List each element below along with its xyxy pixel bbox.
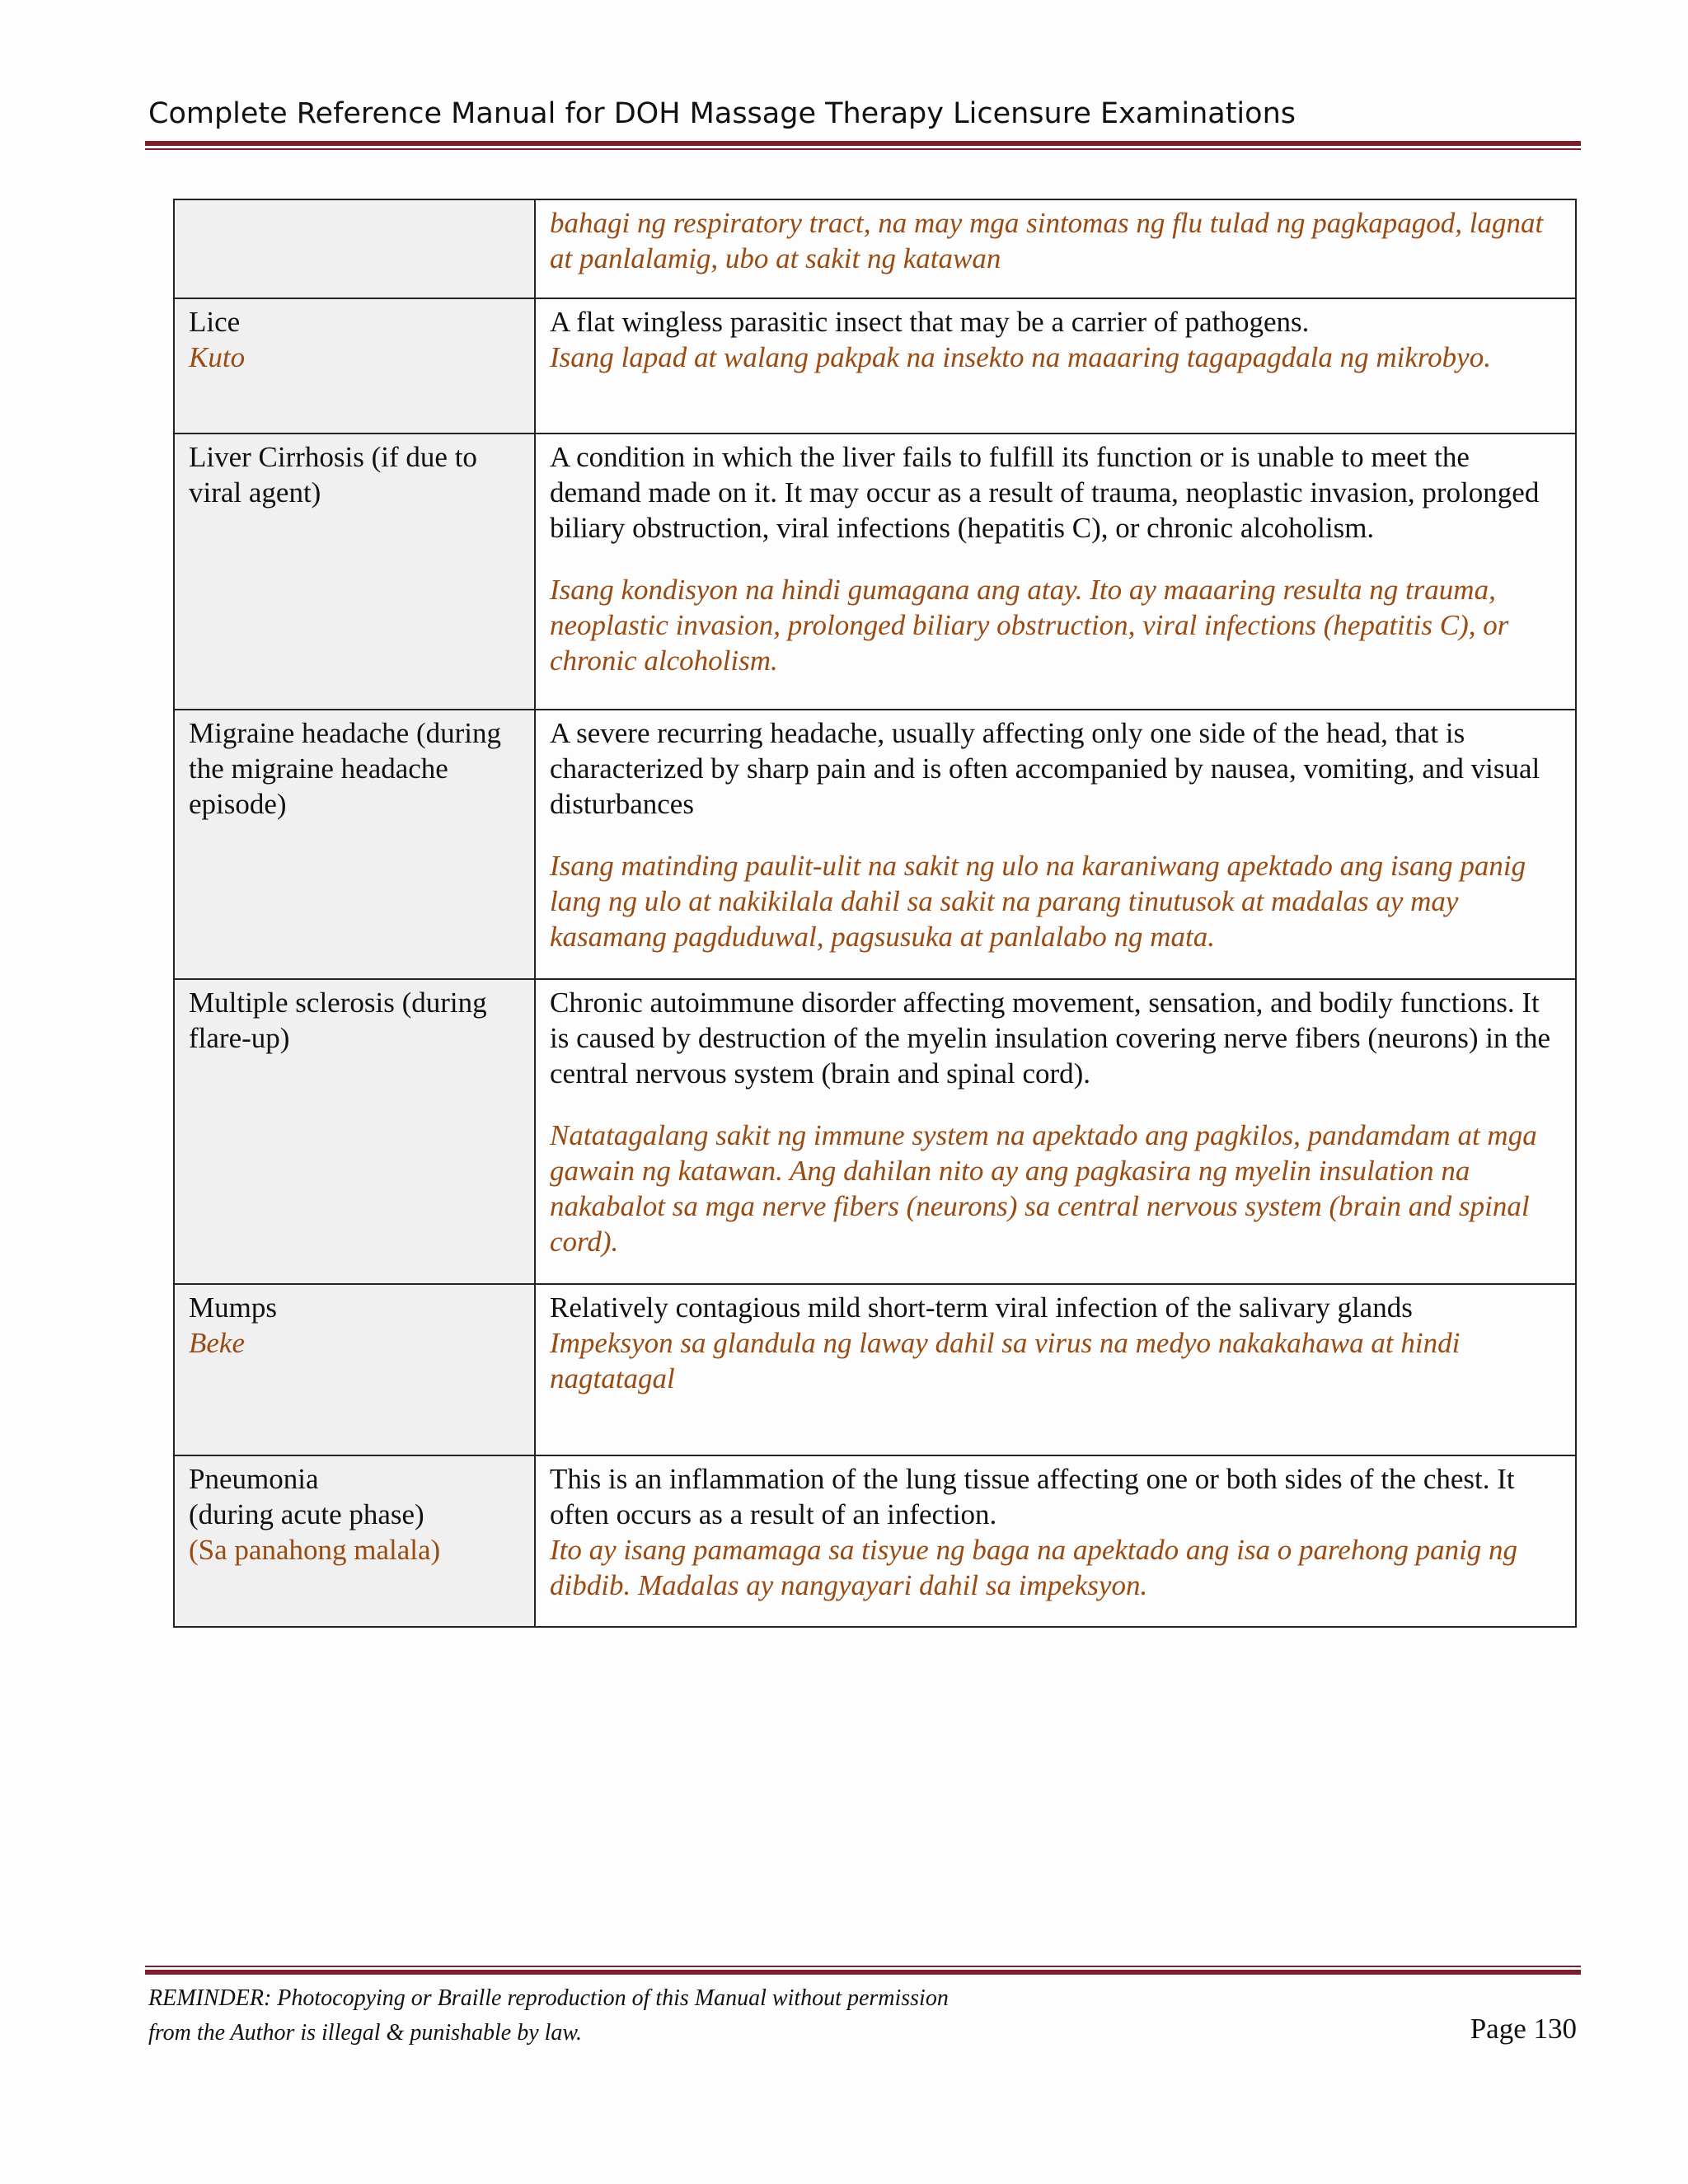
- term-filipino: (Sa panahong malala): [189, 1534, 441, 1566]
- term-name: Lice: [189, 306, 241, 338]
- footer-rule-thin: [145, 1966, 1581, 1967]
- page-number: Page 130: [1470, 2013, 1577, 2045]
- footer-rule-thick: [145, 1970, 1581, 1975]
- term-name: Liver Cirrhosis (if due to viral agent): [189, 441, 477, 509]
- definition-cell: [535, 1284, 1576, 1455]
- term-name: Multiple sclerosis (during flare-up): [189, 987, 487, 1054]
- term-cell: [174, 434, 535, 710]
- definition-english: A condition in which the liver fails to fulfill its function or is unable to meet the demand made on it. It may occur as a result of trauma, neoplastic invasion, prolonged biliary obstruction, viral infections (hepatitis C), or chronic alcoholism.: [550, 441, 1540, 544]
- term-cell: [174, 1284, 535, 1455]
- term-filipino: Kuto: [189, 341, 246, 373]
- reminder-line-1: REMINDER: Photocopying or Braille reproduction of this Manual without permission: [148, 1985, 949, 2011]
- definition-english: A flat wingless parasitic insect that may be a carrier of pathogens.: [550, 306, 1310, 338]
- term-filipino: Beke: [189, 1327, 245, 1359]
- definition-cell: [535, 1455, 1576, 1627]
- term-cell: [174, 298, 535, 434]
- definition-cell: [535, 298, 1576, 434]
- terms-table: [173, 199, 1577, 1628]
- table-row: [174, 979, 1576, 1284]
- header-rule-thick: [145, 141, 1581, 146]
- header-rule-thin: [145, 148, 1581, 150]
- term-cell: [174, 979, 535, 1284]
- definition-filipino: Isang kondisyon na hindi gumagana ang atay. Ito ay maaaring resulta ng trauma, neoplastic invasion, prolonged biliary obstruction, viral infections (hepatitis C), or chronic alcoholism.: [550, 574, 1509, 677]
- definition-cell: [535, 434, 1576, 710]
- definition-filipino: bahagi ng respiratory tract, na may mga sintomas ng flu tulad ng pagkapagod, lagnat at panlalamig, ubo at sakit ng katawan: [550, 207, 1544, 274]
- term-name: Migraine headache (during the migraine headache episode): [189, 717, 502, 820]
- definition-english: A severe recurring headache, usually affecting only one side of the head, that is characterized by sharp pain and is often accompanied by nausea, vomiting, and visual disturbances: [550, 717, 1540, 820]
- definition-english: Chronic autoimmune disorder affecting movement, sensation, and bodily functions. It is caused by destruction of the myelin insulation covering nerve fibers (neurons) in the central nervous system (brain and spinal cord).: [550, 987, 1550, 1090]
- term-cell: [174, 1455, 535, 1627]
- definition-cell: [535, 979, 1576, 1284]
- table-row: [174, 298, 1576, 434]
- page-header-title: Complete Reference Manual for DOH Massage Therapy Licensure Examinations: [148, 97, 1296, 130]
- table-row: [174, 199, 1576, 298]
- definition-english: This is an inflammation of the lung tissue affecting one or both sides of the chest. It often occurs as a result of an infection.: [550, 1463, 1515, 1530]
- term-cell: [174, 710, 535, 979]
- definition-cell: [535, 199, 1576, 298]
- reminder-line-2: from the Author is illegal & punishable by law.: [148, 2020, 583, 2046]
- term-name: Pneumonia: [189, 1463, 319, 1495]
- term-cell: [174, 199, 535, 298]
- table-row: [174, 434, 1576, 710]
- definition-filipino: Isang matinding paulit-ulit na sakit ng ulo na karaniwang apektado ang isang panig lang ng ulo at nakikilala dahil sa sakit na parang tinutusok at madalas ay may kasamang pagduduwal, pagsusuka at panlalabo ng mata.: [550, 850, 1526, 953]
- table-row: [174, 1284, 1576, 1455]
- term-qualifier: (during acute phase): [189, 1498, 424, 1530]
- term-name: Mumps: [189, 1291, 277, 1324]
- definition-filipino: Impeksyon sa glandula ng laway dahil sa virus na medyo nakakahawa at hindi nagtatagal: [550, 1327, 1461, 1394]
- definition-filipino: Ito ay isang pamamaga sa tisyue ng baga na apektado ang isa o parehong panig ng dibdib. Madalas ay nangyayari dahil sa impeksyon.: [550, 1534, 1518, 1601]
- definition-filipino: Natatagalang sakit ng immune system na apektado ang pagkilos, pandamdam at mga gawain ng katawan. Ang dahilan nito ay ang pagkasira ng myelin insulation na nakabalot sa mga nerve fibers (neurons) sa central nervous system (brain and spinal cord).: [550, 1119, 1537, 1258]
- table-row: [174, 1455, 1576, 1627]
- footer-reminder: [148, 1981, 949, 2050]
- definition-english: Relatively contagious mild short-term viral infection of the salivary glands: [550, 1291, 1413, 1324]
- definition-cell: [535, 710, 1576, 979]
- definition-filipino: Isang lapad at walang pakpak na insekto na maaaring tagapagdala ng mikrobyo.: [550, 341, 1491, 373]
- table-row: [174, 710, 1576, 979]
